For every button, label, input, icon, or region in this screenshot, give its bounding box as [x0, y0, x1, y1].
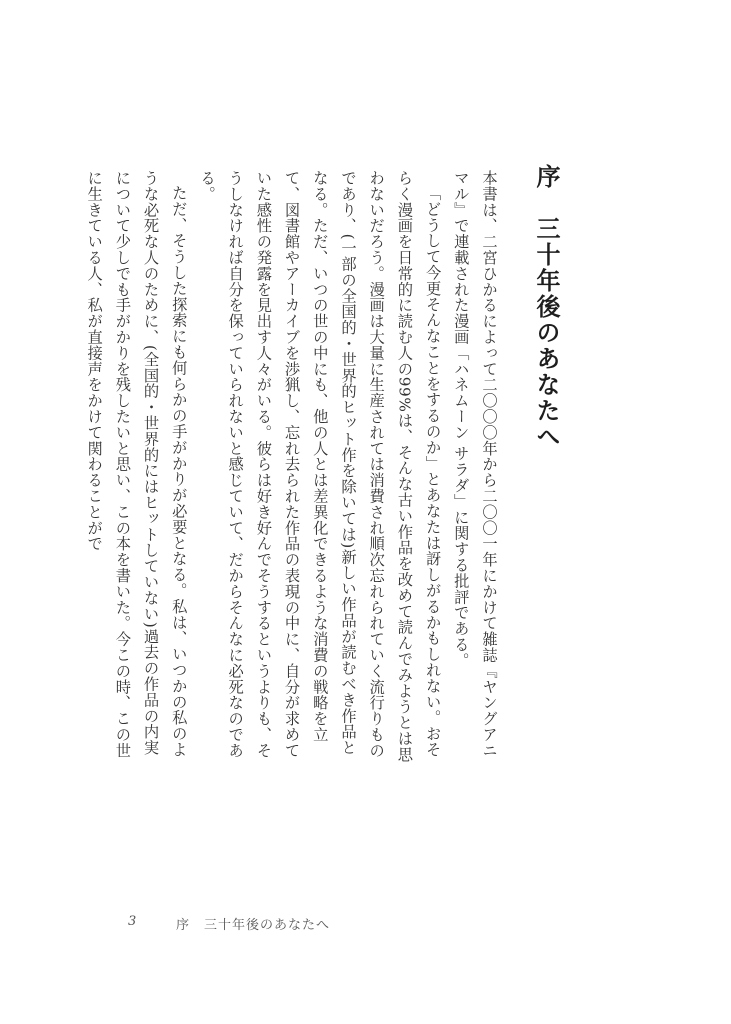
page-number: 3 [128, 914, 137, 929]
paragraph-3: ただ、そうした探索にも何らかの手がかりが必要となる。私は、いつかの私のような必死な人のために、(全国的・世界的にはヒットしていない)過去の作品の内実について少しでも手がかりを残したいと思い、この本を書いた。今この時、この世に生きている人、私が直接声をかけて関わることがで [85, 170, 188, 759]
body-text [80, 170, 503, 770]
page-footer [0, 914, 731, 934]
paragraph-2: 「どうして今更そんなことをするのか」とあなたは訝しがるかもしれない。おそらく漫画を日常的に読む人の99%は、そんな古い作品を改めて読んでみようとは思わないだろう。漫画は大量に生産されては消費され順次忘れられていく流行りものであり、(一部の全国的・世界的ヒット作を除いては)新しい作品が読むべき作品となる。ただ、いつの世の中にも、他の人とは差異化できるような消費の戦略を立て、図書館やアーカイブを渉猟し、忘れ去られた作品の表現の中に、自分が求めていた感性の発露を見出す人々がいる。彼らは好き好んでそうするというよりも、そうしなければ自分を保っていられないと感じていて、だからそんなに必死なのである。 [197, 170, 442, 763]
chapter-title: 序 三十年後のあなたへ [532, 164, 561, 450]
paragraph-1: 本書は、二宮ひかるによって二〇〇〇年から二〇〇一年にかけて雑誌『ヤングアニマル』で連載された漫画「ハネムーン サラダ」に関する批評である。 [451, 170, 498, 759]
running-head: 序 三十年後のあなたへ [176, 918, 331, 933]
